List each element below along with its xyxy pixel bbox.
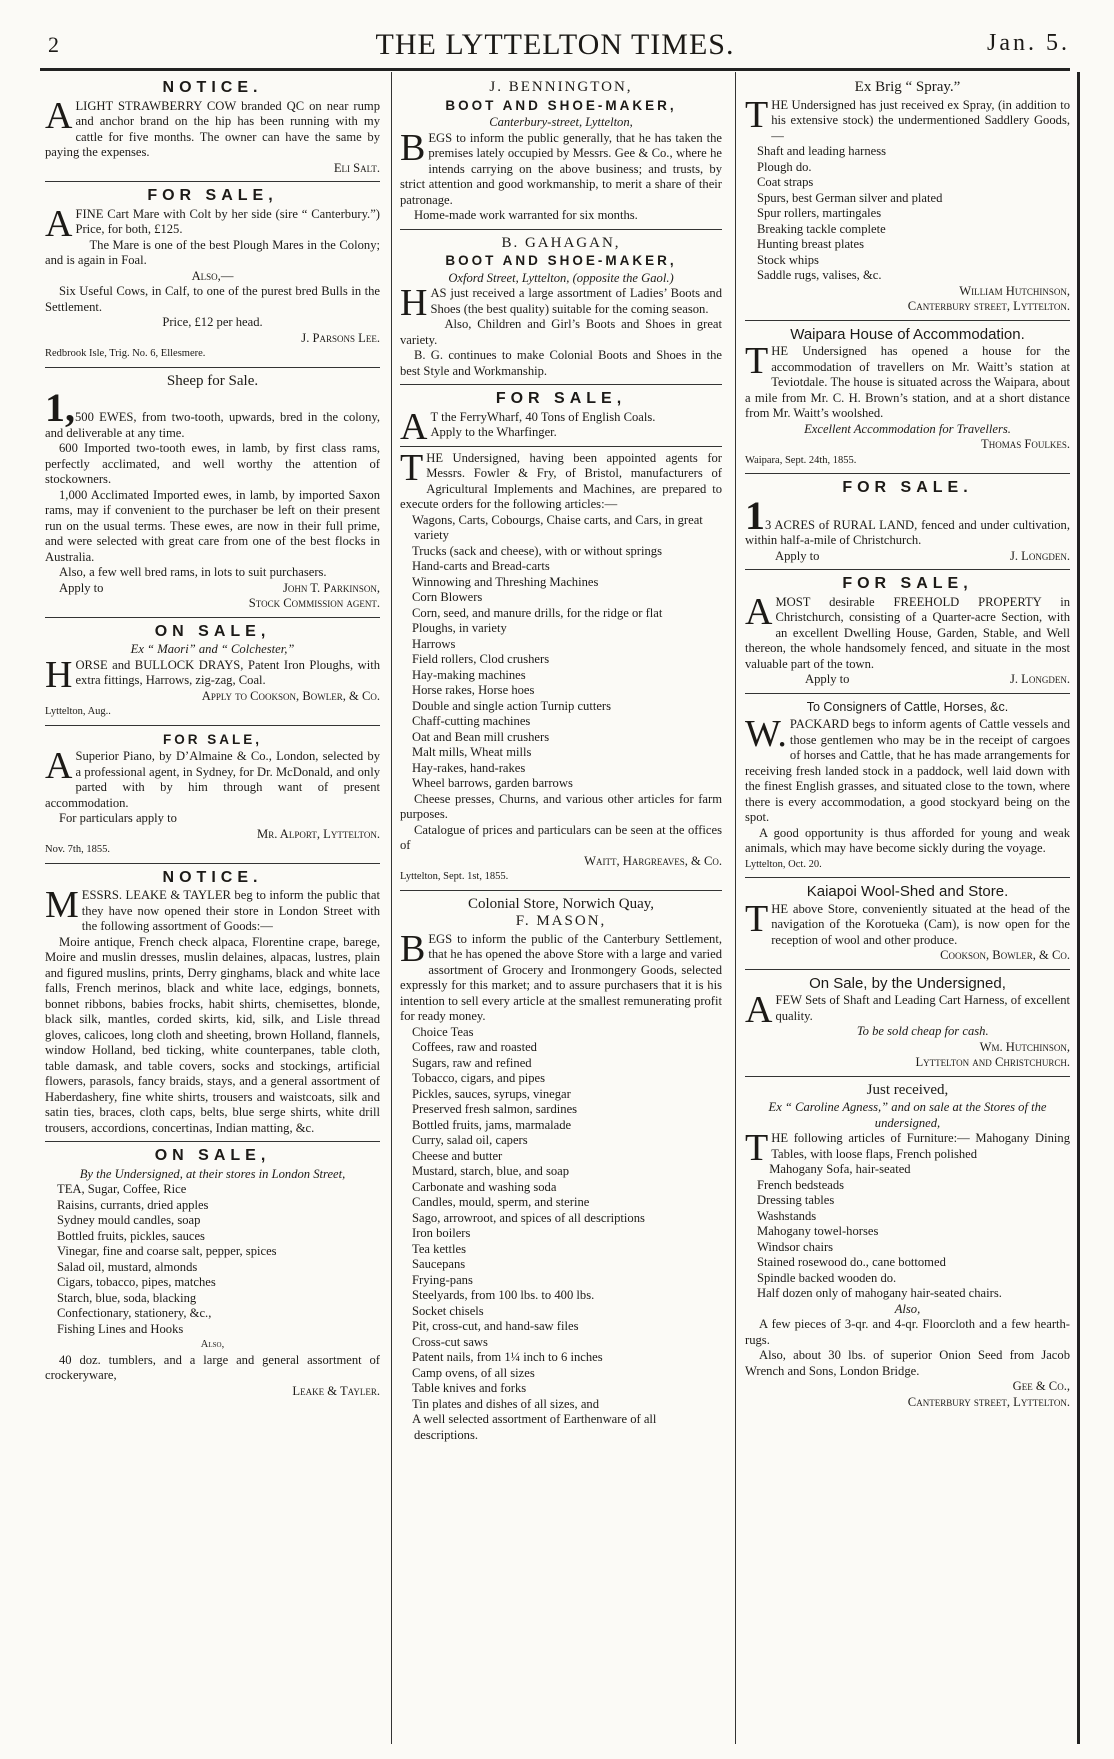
list-item: Preserved fresh salmon, sardines bbox=[412, 1102, 578, 1116]
ad-heading: FOR SALE, bbox=[495, 390, 627, 407]
list-item: Pickles, sauces, syrups, vinegar bbox=[412, 1086, 571, 1101]
list-item: Spurs, best German silver and plated bbox=[757, 190, 943, 205]
column-left bbox=[45, 74, 380, 1744]
ad-kaiapoi bbox=[745, 878, 1070, 970]
ad-signature: Gee & Co., bbox=[1012, 1379, 1070, 1393]
ad-heading: ON SALE, bbox=[154, 1147, 271, 1164]
list-item: French bedsteads bbox=[757, 1177, 845, 1192]
list-item: Carbonate and washing soda bbox=[412, 1179, 557, 1194]
ad-colonial-store bbox=[400, 891, 722, 1449]
ad-date: Nov. 7th, 1855. bbox=[45, 844, 110, 855]
ad-subheading: Ex “ Caroline Agness,” and on sale at the Stores of the undersigned, bbox=[768, 1100, 1047, 1130]
ad-waipara-house bbox=[745, 321, 1070, 475]
ad-body: 40 doz. tumblers, and a large and general assortment of crockeryware, bbox=[45, 1352, 380, 1382]
ad-heading: NOTICE. bbox=[162, 79, 263, 96]
list-item: Chaff-cutting machines bbox=[412, 714, 531, 728]
list-item: Washstands bbox=[757, 1208, 817, 1223]
list-item: Saddle rugs, valises, &c. bbox=[757, 268, 882, 282]
page-edge-rule bbox=[1077, 72, 1080, 1744]
list-item: Tea kettles bbox=[412, 1241, 467, 1256]
ad-body: Catalogue of prices and particulars can be seen at the offices of bbox=[400, 822, 722, 852]
ad-also: Also,— bbox=[191, 268, 234, 283]
ad-signature: J. Parsons Lee. bbox=[301, 330, 380, 345]
ad-address: Oxford Street, Lyttelton, (opposite the Gaol.) bbox=[448, 270, 674, 285]
ad-body: W.PACKARD begs to inform agents of Cattle vessels and those gentlemen who may be in the receipt of cargoes of horses and Cattle, that he has made arrangements for receiving fresh landed stock in a paddock, well laid down with the finest English grasses, and situated close to the town, where there is every accommodation, a good stockyard being on the spot. bbox=[745, 713, 1070, 824]
ad-trade: BOOT AND SHOE-MAKER, bbox=[445, 97, 677, 113]
list-item: TEA, Sugar, Coffee, Rice bbox=[57, 1182, 187, 1196]
ad-tagline: Excellent Accommodation for Travellers. bbox=[804, 421, 1011, 436]
list-item: Half dozen only of mahogany hair-seated chairs. bbox=[757, 1286, 1002, 1300]
list-item: Breaking tackle complete bbox=[757, 221, 886, 236]
list-item: Iron boilers bbox=[412, 1226, 471, 1240]
ad-body: Also, about 30 lbs. of superior Onion Seed from Jacob Wrench and Sons, London Bridge. bbox=[745, 1348, 1070, 1378]
list-item: Sydney mould candles, soap bbox=[57, 1213, 201, 1227]
ad-signature: Mr. Alport, Lyttelton. bbox=[257, 826, 380, 841]
ad-apply-line bbox=[745, 549, 1070, 565]
ad-freehold bbox=[745, 570, 1070, 694]
ad-also: Also, bbox=[200, 1339, 225, 1350]
ad-drays bbox=[45, 618, 380, 726]
ad-body: AFEW Sets of Shaft and Leading Cart Harness, of excellent quality. bbox=[745, 989, 1070, 1031]
ad-body: AMOST desirable FREEHOLD PROPERTY in Christchurch, consisting of a Quarter-acre Section, with an excellent Dwelling House, Garden, Stable, and Well thereon, the whole handsomely fenced, and situate in the most valuable part of the town. bbox=[745, 590, 1070, 671]
ad-signature: Wm. Hutchinson, bbox=[979, 1039, 1070, 1054]
ad-item-list bbox=[745, 144, 1070, 284]
ad-price: Price, £12 per head. bbox=[162, 315, 263, 329]
list-item: Cross-cut saws bbox=[412, 1334, 488, 1349]
ad-name: F. MASON, bbox=[515, 913, 607, 929]
list-item: Socket chisels bbox=[412, 1303, 484, 1318]
ad-item-list bbox=[400, 513, 722, 792]
list-item: Harrows bbox=[412, 636, 456, 651]
ad-apply: Apply to the Wharfinger. bbox=[430, 425, 557, 439]
ad-heading: NOTICE. bbox=[162, 868, 263, 886]
list-item: Shaft and leading harness bbox=[757, 144, 887, 158]
ad-heading: FOR SALE, bbox=[162, 731, 262, 747]
ad-address: Canterbury-street, Lyttelton, bbox=[489, 115, 633, 129]
ad-signature: Leake & Tayler. bbox=[292, 1383, 380, 1398]
ad-body: ASuperior Piano, by D’Almaine & Co., London, selected by a professional agent, in Sydney, for Dr. McDonald, and only parted with by him through want of present accommodation. bbox=[45, 745, 380, 810]
list-item: Bottled fruits, jams, marmalade bbox=[412, 1117, 572, 1132]
ad-heading: Waipara House of Accommodation. bbox=[790, 325, 1025, 343]
list-item: Steelyards, from 100 lbs. to 400 lbs. bbox=[412, 1288, 595, 1302]
ad-signature: Eli Salt. bbox=[333, 160, 380, 175]
ad-signature: Canterbury street, Lyttelton. bbox=[907, 299, 1070, 313]
ad-leake-tayler-stores bbox=[45, 1142, 380, 1404]
list-item: Candles, mould, sperm, and sterine bbox=[412, 1195, 590, 1209]
list-item: Ploughs, in variety bbox=[412, 621, 507, 635]
ad-furniture bbox=[745, 1077, 1070, 1416]
list-item: Tin plates and dishes of all sizes, and bbox=[412, 1396, 600, 1411]
ad-strawberry-cow bbox=[45, 74, 380, 182]
ad-body: THE Undersigned has opened a house for the accommodation of travellers on Mr. Waitt’s station at Teviotdale. The house is situated across the Waipara, about a mile from Mr. C. H. Brown’s station, and at a short distance from Mr. Waitt’s woolshed. bbox=[745, 340, 1070, 420]
list-item: Windsor chairs bbox=[757, 1239, 834, 1254]
ad-signature: Thomas Foulkes. bbox=[981, 437, 1070, 451]
ad-address: Lyttelton, Aug.. bbox=[45, 706, 111, 717]
ad-apply: Apply to Cookson, Bowler, & Co. bbox=[201, 688, 380, 703]
ad-heading: ON SALE, bbox=[154, 622, 271, 640]
ad-leake-tayler-notice bbox=[45, 864, 380, 1143]
ad-date: Waipara, Sept. 24th, 1855. bbox=[745, 454, 857, 466]
ad-signature: Waitt, Hargreaves, & Co. bbox=[584, 853, 722, 868]
ad-item-list bbox=[45, 1182, 380, 1337]
list-item: Spur rollers, martingales bbox=[757, 206, 882, 220]
ad-apply: Apply to bbox=[775, 548, 820, 563]
list-item: Stock whips bbox=[757, 252, 819, 267]
list-item: Mustard, starch, blue, and soap bbox=[412, 1164, 570, 1178]
list-item: Vinegar, fine and coarse salt, pepper, spices bbox=[57, 1244, 277, 1258]
ad-heading: Colonial Store, Norwich Quay, bbox=[467, 895, 655, 912]
ad-body: 600 Imported two-tooth ewes, in lamb, by first class rams, perfectly acclimated, and well worthy the attention of stockowners. bbox=[45, 441, 380, 486]
list-item: Wheel barrows, garden barrows bbox=[412, 776, 573, 790]
list-item: Wagons, Carts, Cobourgs, Chaise carts, and Cars, in great variety bbox=[412, 512, 703, 542]
list-item: Mahogany towel-horses bbox=[757, 1224, 879, 1238]
ad-apply: Apply to bbox=[805, 672, 850, 686]
list-item: Dressing tables bbox=[757, 1193, 835, 1207]
ad-signature: John T. Parkinson, bbox=[282, 580, 380, 595]
list-item: Double and single action Turnip cutters bbox=[412, 698, 612, 713]
ad-signature: Canterbury street, Lyttelton. bbox=[907, 1394, 1070, 1409]
ad-gahagan bbox=[400, 230, 722, 386]
ad-body: MESSRS. LEAKE & TAYLER beg to inform the public that they have now opened their store in London Street with the following assortment of Goods:— bbox=[45, 884, 380, 933]
list-item: Sugars, raw and refined bbox=[412, 1055, 532, 1070]
ad-brig-spray bbox=[745, 74, 1070, 321]
ad-body: HAS just received a large assortment of Ladies’ Boots and Shoes (the best quality) suitable for the coming season. bbox=[400, 282, 722, 324]
ad-body: Cheese presses, Churns, and various other articles for farm purposes. bbox=[400, 791, 722, 821]
list-item: Corn, seed, and manure drills, for the ridge or flat bbox=[412, 605, 663, 620]
ad-fowler-fry bbox=[400, 447, 722, 891]
list-item: Trucks (sack and cheese), with or without springs bbox=[412, 543, 662, 558]
column-divider bbox=[735, 72, 736, 1744]
ad-cart-mare bbox=[45, 182, 380, 368]
ad-body: BEGS to inform the public generally, that he has taken the premises lately occupied by Messrs. Gee & Co., where he intends carrying on the above business; and trusts, by strict attention and good workmanship, to merit a share of their patronage. bbox=[400, 126, 722, 207]
list-item: Choice Teas bbox=[412, 1024, 474, 1039]
ad-body: HORSE and BULLOCK DRAYS, Patent Iron Ploughs, with extra fittings, Harrows, zig-zag, Coal. bbox=[45, 653, 380, 696]
ad-name: J. BENNINGTON, bbox=[489, 79, 633, 95]
ad-subheading: Ex “ Maori” and “ Colchester,” bbox=[130, 642, 295, 656]
ad-packard bbox=[745, 694, 1070, 879]
ad-apply-line bbox=[45, 581, 380, 597]
list-item: Oat and Bean mill crushers bbox=[412, 729, 550, 744]
list-item: Fishing Lines and Hooks bbox=[57, 1321, 184, 1336]
ad-heading: Just received, bbox=[866, 1081, 949, 1098]
ad-subheading: By the Undersigned, at their stores in London Street, bbox=[79, 1166, 346, 1181]
ad-body: B. G. continues to make Colonial Boots and Shoes in the best Style and Workmanship. bbox=[400, 348, 722, 378]
list-item: Mahogany Sofa, hair-seated bbox=[769, 1162, 911, 1176]
ad-cart-harness bbox=[745, 970, 1070, 1077]
ad-apply: For particulars apply to bbox=[59, 811, 177, 825]
ad-body: THE Undersigned has just received ex Spray, (in addition to his extensive stock) the undermentioned Saddlery Goods,— bbox=[745, 93, 1070, 143]
list-item: Raisins, currants, dried apples bbox=[57, 1197, 209, 1212]
list-item: Hay-rakes, hand-rakes bbox=[412, 760, 526, 775]
ad-body: Six Useful Cows, in Calf, to one of the purest bred Bulls in the Settlement. bbox=[45, 284, 380, 314]
ad-name: B. GAHAGAN, bbox=[501, 234, 621, 251]
list-item: Curry, salad oil, capers bbox=[412, 1133, 528, 1147]
ad-body: ALIGHT STRAWBERRY COW branded QC on near rump and anchor brand on the hip has been running with my cattle for five months. The owner can have the same by paying the expenses. bbox=[45, 94, 380, 159]
ad-body: 13 ACRES of RURAL LAND, fenced and under cultivation, within half-a-mile of Christchurch. bbox=[745, 492, 1070, 547]
ad-note: To be sold cheap for cash. bbox=[856, 1024, 989, 1038]
page-number: 2 bbox=[48, 32, 59, 57]
list-item: A well selected assortment of Earthenware of all descriptions. bbox=[412, 1412, 657, 1442]
ad-body: 1,000 Acclimated Imported ewes, in lamb, by imported Saxon rams, may if convenient to the purchaser be left on their present run on the usual terms. These ewes, are now in their full prime, and were selected with great care from one of the best flocks in Australia. bbox=[45, 487, 380, 564]
ad-body: Also, a few well bred rams, in lots to suit purchasers. bbox=[59, 565, 327, 579]
ad-body: THE above Store, conveniently situated at the head of the navigation of the Korotueka (Cam), is now open for the reception of wool and other produce. bbox=[745, 897, 1070, 947]
ad-also: Also, bbox=[894, 1301, 921, 1316]
list-item: Winnowing and Threshing Machines bbox=[412, 574, 599, 589]
newspaper-title: THE LYTTELTON TIMES. bbox=[375, 28, 735, 61]
ad-heading: To Consigners of Cattle, Horses, &c. bbox=[806, 699, 1009, 714]
list-item: Hand-carts and Bread-carts bbox=[412, 559, 550, 573]
issue-date: Jan. 5. bbox=[987, 30, 1070, 56]
list-item: Malt mills, Wheat mills bbox=[412, 745, 532, 759]
list-item: Starch, blue, soda, blacking bbox=[57, 1290, 197, 1305]
ad-sheep-for-sale bbox=[45, 368, 380, 618]
ad-signature: Lyttelton and Christchurch. bbox=[915, 1055, 1070, 1069]
list-item: Cheese and butter bbox=[412, 1148, 503, 1163]
ad-heading: FOR SALE, bbox=[147, 187, 278, 204]
ad-signature: William Hutchinson, bbox=[959, 283, 1070, 298]
list-item: Spindle backed wooden do. bbox=[757, 1270, 897, 1285]
ad-signature: J. Longden. bbox=[1009, 672, 1070, 686]
ad-body: BEGS to inform the public of the Canterbury Settlement, that he has opened the above Store with a large and varied assortment of Grocery and Ironmongery Goods, selected expressly for this market; and to assure purchasers that it is his intention to sell every article at the smallest remunerating profit for ready money. bbox=[400, 927, 722, 1023]
list-item: Confectionary, stationery, &c., bbox=[57, 1306, 212, 1320]
ad-body: 1,500 EWES, from two-tooth, upwards, bred in the colony, and deliverable at any time. bbox=[45, 385, 380, 440]
list-item: Salad oil, mustard, almonds bbox=[57, 1259, 198, 1274]
list-item: Frying-pans bbox=[412, 1272, 473, 1287]
list-item: Pit, cross-cut, and hand-saw files bbox=[412, 1319, 579, 1333]
ad-rural-land bbox=[745, 474, 1070, 570]
ad-date: Lyttelton, Oct. 20. bbox=[745, 858, 822, 870]
column-middle bbox=[400, 74, 722, 1744]
ad-body: AFINE Cart Mare with Colt by her side (sire “ Canterbury.”) Price, for both, £125. bbox=[45, 202, 380, 245]
list-item: Hunting breast plates bbox=[757, 237, 865, 251]
list-item: Camp ovens, of all sizes bbox=[412, 1365, 535, 1380]
ad-goods-list: Moire antique, French check alpaca, Florentine crape, barege, Moire and muslin dresses, muslin delaines, alpacas, lustres, plain and figured muslins, prints, Derry ginghams, black and white lace falls, French merinos, black and white lace, edgings, bonnets, bonnet ribbons, babies frocks, habit shirts, chemisettes, blonde, black silk, mantles, corded skirts, kid, silk, and Lisle thread gloves, calicoes, long cloth and sheeting, brown Holland, flannels, window Holland, bed ticking, white counterpanes, table cloth, table damask, and table covers, socks and stockings, artificial flowers, parasols, fancy braids, stays, and a general assortment of Haberdashery, fine white shirts, trousers and waistcoats, silk and satin ties, braces, cloth caps, belts, blue serge shirts, white drill trousers, accordions, concertinas, Indian matting, &c. bbox=[45, 934, 380, 1135]
ad-body: THE Undersigned, having been appointed agents for Messrs. Fowler & Fry, of Bristol, manufacturers of Agricultural Implements and Machines, are prepared to execute orders for the following articles:— bbox=[400, 446, 722, 511]
list-item: Coat straps bbox=[757, 175, 814, 189]
list-item: Saucepans bbox=[412, 1257, 466, 1271]
ad-heading: Sheep for Sale. bbox=[166, 372, 259, 389]
list-item: Sago, arrowroot, and spices of all descriptions bbox=[412, 1210, 645, 1225]
ad-body: AT the FerryWharf, 40 Tons of English Coals. bbox=[400, 405, 656, 448]
list-item: Field rollers, Clod crushers bbox=[412, 652, 550, 666]
list-item: Horse rakes, Horse hoes bbox=[412, 683, 535, 697]
ad-date: Lyttelton, Sept. 1st, 1855. bbox=[400, 871, 509, 882]
list-item: Table knives and forks bbox=[412, 1381, 527, 1395]
list-item: Stained rosewood do., cane bottomed bbox=[757, 1255, 946, 1269]
list-item: Cigars, tobacco, pipes, matches bbox=[57, 1275, 216, 1289]
column-divider bbox=[391, 72, 392, 1744]
ad-trade: BOOT AND SHOE-MAKER, bbox=[445, 253, 677, 268]
ad-signature: J. Longden. bbox=[1009, 548, 1070, 563]
masthead-rule bbox=[40, 68, 1070, 71]
ad-signature: Stock Commission agent. bbox=[248, 596, 380, 610]
ad-item-list bbox=[400, 1025, 722, 1444]
ad-coals bbox=[400, 385, 722, 447]
ad-item-list bbox=[745, 1162, 1070, 1302]
ad-note: Home-made work warranted for six months. bbox=[414, 208, 638, 222]
ad-signature: Cookson, Bowler, & Co. bbox=[940, 948, 1070, 962]
ad-heading: Ex Brig “ Spray.” bbox=[854, 79, 961, 95]
ad-heading: Kaiapoi Wool-Shed and Store. bbox=[806, 883, 1009, 900]
ad-heading: On Sale, by the Undersigned, bbox=[809, 974, 1006, 992]
ad-apply: Apply to bbox=[59, 580, 104, 595]
ad-address: Redbrook Isle, Trig. No. 6, Ellesmere. bbox=[45, 348, 206, 359]
list-item: Plough do. bbox=[757, 159, 812, 174]
ad-body: The Mare is one of the best Plough Mares in the Colony; and is again in Foal. bbox=[45, 237, 380, 267]
list-item: Tobacco, cigars, and pipes bbox=[412, 1071, 546, 1085]
list-item: Corn Blowers bbox=[412, 590, 483, 604]
list-item: Hay-making machines bbox=[412, 667, 526, 682]
column-right bbox=[745, 74, 1070, 1744]
ad-piano bbox=[45, 726, 380, 864]
ad-body: A good opportunity is thus afforded for young and weak animals, which may have become sickly during the voyage. bbox=[745, 825, 1070, 855]
ad-body: THE following articles of Furniture:— Mahogany Dining Tables, with loose flaps, French polished bbox=[745, 1127, 1070, 1169]
ad-body: Also, Children and Girl’s Boots and Shoes in great variety. bbox=[400, 317, 722, 347]
masthead bbox=[40, 22, 1070, 64]
ad-body: A few pieces of 3-qr. and 4-qr. Floorcloth and a few hearth-rugs. bbox=[745, 1317, 1070, 1347]
ad-heading: FOR SALE. bbox=[842, 479, 973, 496]
ad-apply-line bbox=[745, 672, 1070, 688]
ad-heading: FOR SALE, bbox=[842, 575, 973, 592]
ad-bennington bbox=[400, 74, 722, 230]
list-item: Coffees, raw and roasted bbox=[412, 1040, 537, 1054]
list-item: Bottled fruits, pickles, sauces bbox=[57, 1228, 205, 1243]
list-item: Patent nails, from 1¼ inch to 6 inches bbox=[412, 1350, 603, 1364]
